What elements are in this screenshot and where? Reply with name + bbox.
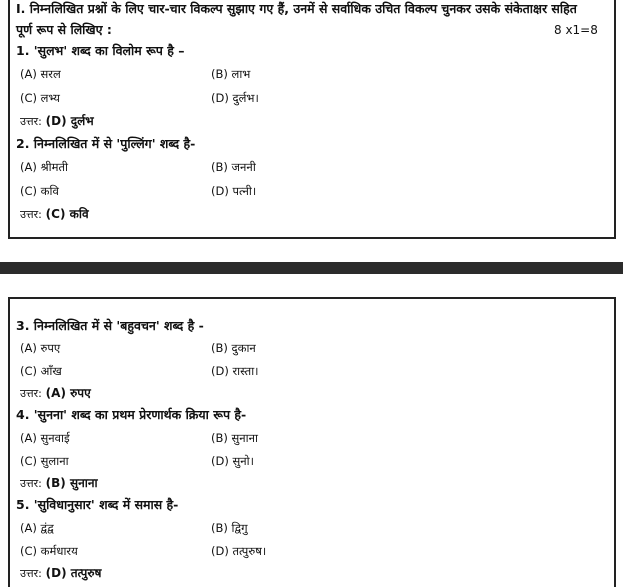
q4-option-b: (B) सुनाना (211, 431, 259, 445)
answer-value: (D) दुर्लभ (45, 114, 94, 128)
q1-option-a: (A) सरल (20, 67, 61, 81)
instruction-line-2: पूर्ण रूप से लिखिए : (16, 22, 112, 37)
q3-option-b: (B) दुकान (211, 341, 256, 355)
q5-option-a: (A) द्वंद्व (20, 521, 54, 535)
q3-answer (20, 385, 91, 402)
q1-answer (20, 113, 94, 130)
question-5: 5. 'सुविधानुसार' शब्द में समास है- (16, 497, 179, 512)
question-panel-1 (8, 0, 616, 239)
q2-option-c: (C) कवि (20, 184, 59, 198)
q5-option-d: (D) तत्पुरुष। (211, 544, 267, 558)
q1-option-d: (D) दुर्लभ। (211, 91, 259, 105)
q2-answer (20, 206, 89, 223)
q3-option-d: (D) रास्ता। (211, 364, 259, 378)
answer-label: उत्तर: (20, 567, 42, 580)
marks-label: 8 x1=8 (554, 23, 598, 37)
answer-value: (C) कवि (45, 207, 89, 221)
q5-option-b: (B) द्विगु (211, 521, 248, 535)
answer-label: उत्तर: (20, 477, 42, 490)
q3-option-c: (C) आँख (20, 364, 62, 378)
answer-label: उत्तर: (20, 115, 42, 128)
q2-option-a: (A) श्रीमती (20, 160, 69, 174)
q1-option-b: (B) लाभ (211, 67, 251, 81)
question-4: 4. 'सुनना' शब्द का प्रथम प्रेरणार्थक क्रिया रूप है- (16, 407, 247, 422)
answer-label: उत्तर: (20, 208, 42, 221)
question-3: 3. निम्नलिखित में से 'बहुवचन' शब्द है - (16, 318, 204, 333)
answer-value: (B) सुनाना (45, 476, 98, 490)
q3-option-a: (A) रुपए (20, 341, 61, 355)
question-panel-2 (8, 297, 616, 587)
q2-option-b: (B) जननी (211, 160, 256, 174)
q4-option-a: (A) सुनवाई (20, 431, 70, 445)
question-2: 2. निम्नलिखित में से 'पुल्लिंग' शब्द है- (16, 136, 196, 151)
answer-label: उत्तर: (20, 387, 42, 400)
instruction-line-1: I. निम्नलिखित प्रश्नों के लिए चार-चार विकल्प सुझाए गए हैं, उनमें से सर्वाधिक उचित विकल्प चुनकर उसके संकेताक्षर सहित (16, 1, 577, 16)
answer-value: (A) रुपए (45, 386, 91, 400)
q2-option-d: (D) पत्नी। (211, 184, 257, 198)
q4-answer (20, 475, 98, 492)
q4-option-d: (D) सुनो। (211, 454, 254, 468)
q4-option-c: (C) सुलाना (20, 454, 69, 468)
q5-option-c: (C) कर्मधारय (20, 544, 78, 558)
question-1: 1. 'सुलभ' शब्द का विलोम रूप है – (16, 43, 185, 58)
answer-value: (D) तत्पुरुष (45, 566, 102, 580)
q1-option-c: (C) लभ्य (20, 91, 60, 105)
q5-answer (20, 565, 101, 582)
section-divider (0, 262, 623, 274)
